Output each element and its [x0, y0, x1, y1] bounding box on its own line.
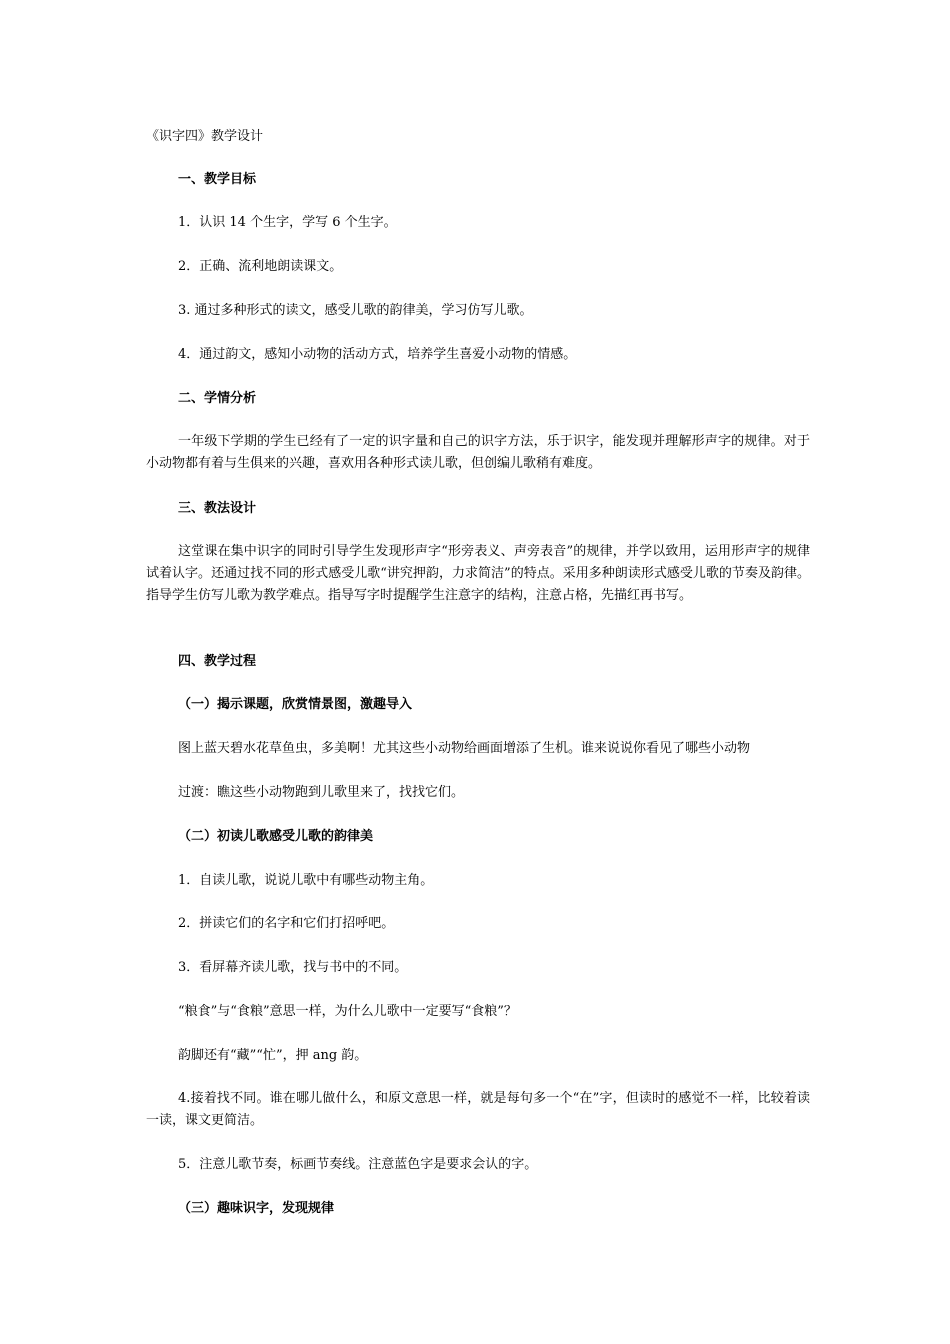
analysis-paragraph: 一年级下学期的学生已经有了一定的识字量和自己的识字方法，乐于识字，能发现并理解形声字的规律。对于小动物都有着与生俱来的兴趣，喜欢用各种形式读儿歌，但创编儿歌稍有难度。 [146, 434, 810, 471]
goal-item-3: 3. 通过多种形式的读文，感受儿歌的韵律美，学习仿写儿歌。 [178, 303, 533, 318]
process-part1-heading: （一）揭示课题，欣赏情景图，激趣导入 [178, 697, 413, 712]
section-heading-process: 四、教学过程 [178, 654, 257, 669]
process-part2-note-rhyme: 韵脚还有“藏”“忙”，押 ang 韵。 [178, 1048, 368, 1063]
process-part2-note-grain: “粮食”与“食粮”意思一样，为什么儿歌中一定要写“食粮”？ [178, 1004, 517, 1019]
process-part3-heading: （三）趣味识字，发现规律 [178, 1201, 335, 1216]
goal-item-2: 2．正确、流利地朗读课文。 [178, 259, 343, 274]
process-part2-item5: 5．注意儿歌节奏，标画节奏线。注意蓝色字是要求会认的字。 [178, 1157, 538, 1172]
method-paragraph: 这堂课在集中识字的同时引导学生发现形声字“形旁表义、声旁表音”的规律，并学以致用，运用形声字的规律试着认字。还通过找不同的形式感受儿歌“讲究押韵，力求简洁”的特点。采用多种朗读形式感受儿歌的节奏及韵律。指导学生仿写儿歌为教学难点。指导写字时提醒学生注意字的结构，注意占格，先描红再书写。 [146, 544, 810, 603]
process-part2-item3: 3．看屏幕齐读儿歌，找与书中的不同。 [178, 960, 408, 975]
process-part2-item4: 4.接着找不同。谁在哪儿做什么，和原文意思一样，就是每句多一个“在”字，但读时的感觉不一样，比较着读一读，课文更简洁。 [146, 1091, 810, 1128]
goal-item-1: 1．认识 14 个生字，学写 6 个生字。 [178, 215, 397, 230]
section-heading-analysis: 二、学情分析 [178, 391, 257, 406]
section-heading-goals: 一、教学目标 [178, 172, 257, 187]
section-heading-method: 三、教法设计 [178, 501, 257, 516]
process-part2-heading: （二）初读儿歌感受儿歌的韵律美 [178, 829, 374, 844]
process-part2-item1: 1．自读儿歌，说说儿歌中有哪些动物主角。 [178, 873, 434, 888]
process-part2-item2: 2．拼读它们的名字和它们打招呼吧。 [178, 916, 395, 931]
goal-item-4: 4．通过韵文，感知小动物的活动方式，培养学生喜爱小动物的情感。 [178, 347, 577, 362]
document-title: 《识字四》教学设计 [146, 129, 264, 144]
process-part1-line1: 图上蓝天碧水花草鱼虫，多美啊！尤其这些小动物给画面增添了生机。谁来说说你看见了哪些小动物 [178, 741, 751, 756]
process-part1-line2: 过渡：瞧这些小动物跑到儿歌里来了，找找它们。 [178, 785, 465, 800]
